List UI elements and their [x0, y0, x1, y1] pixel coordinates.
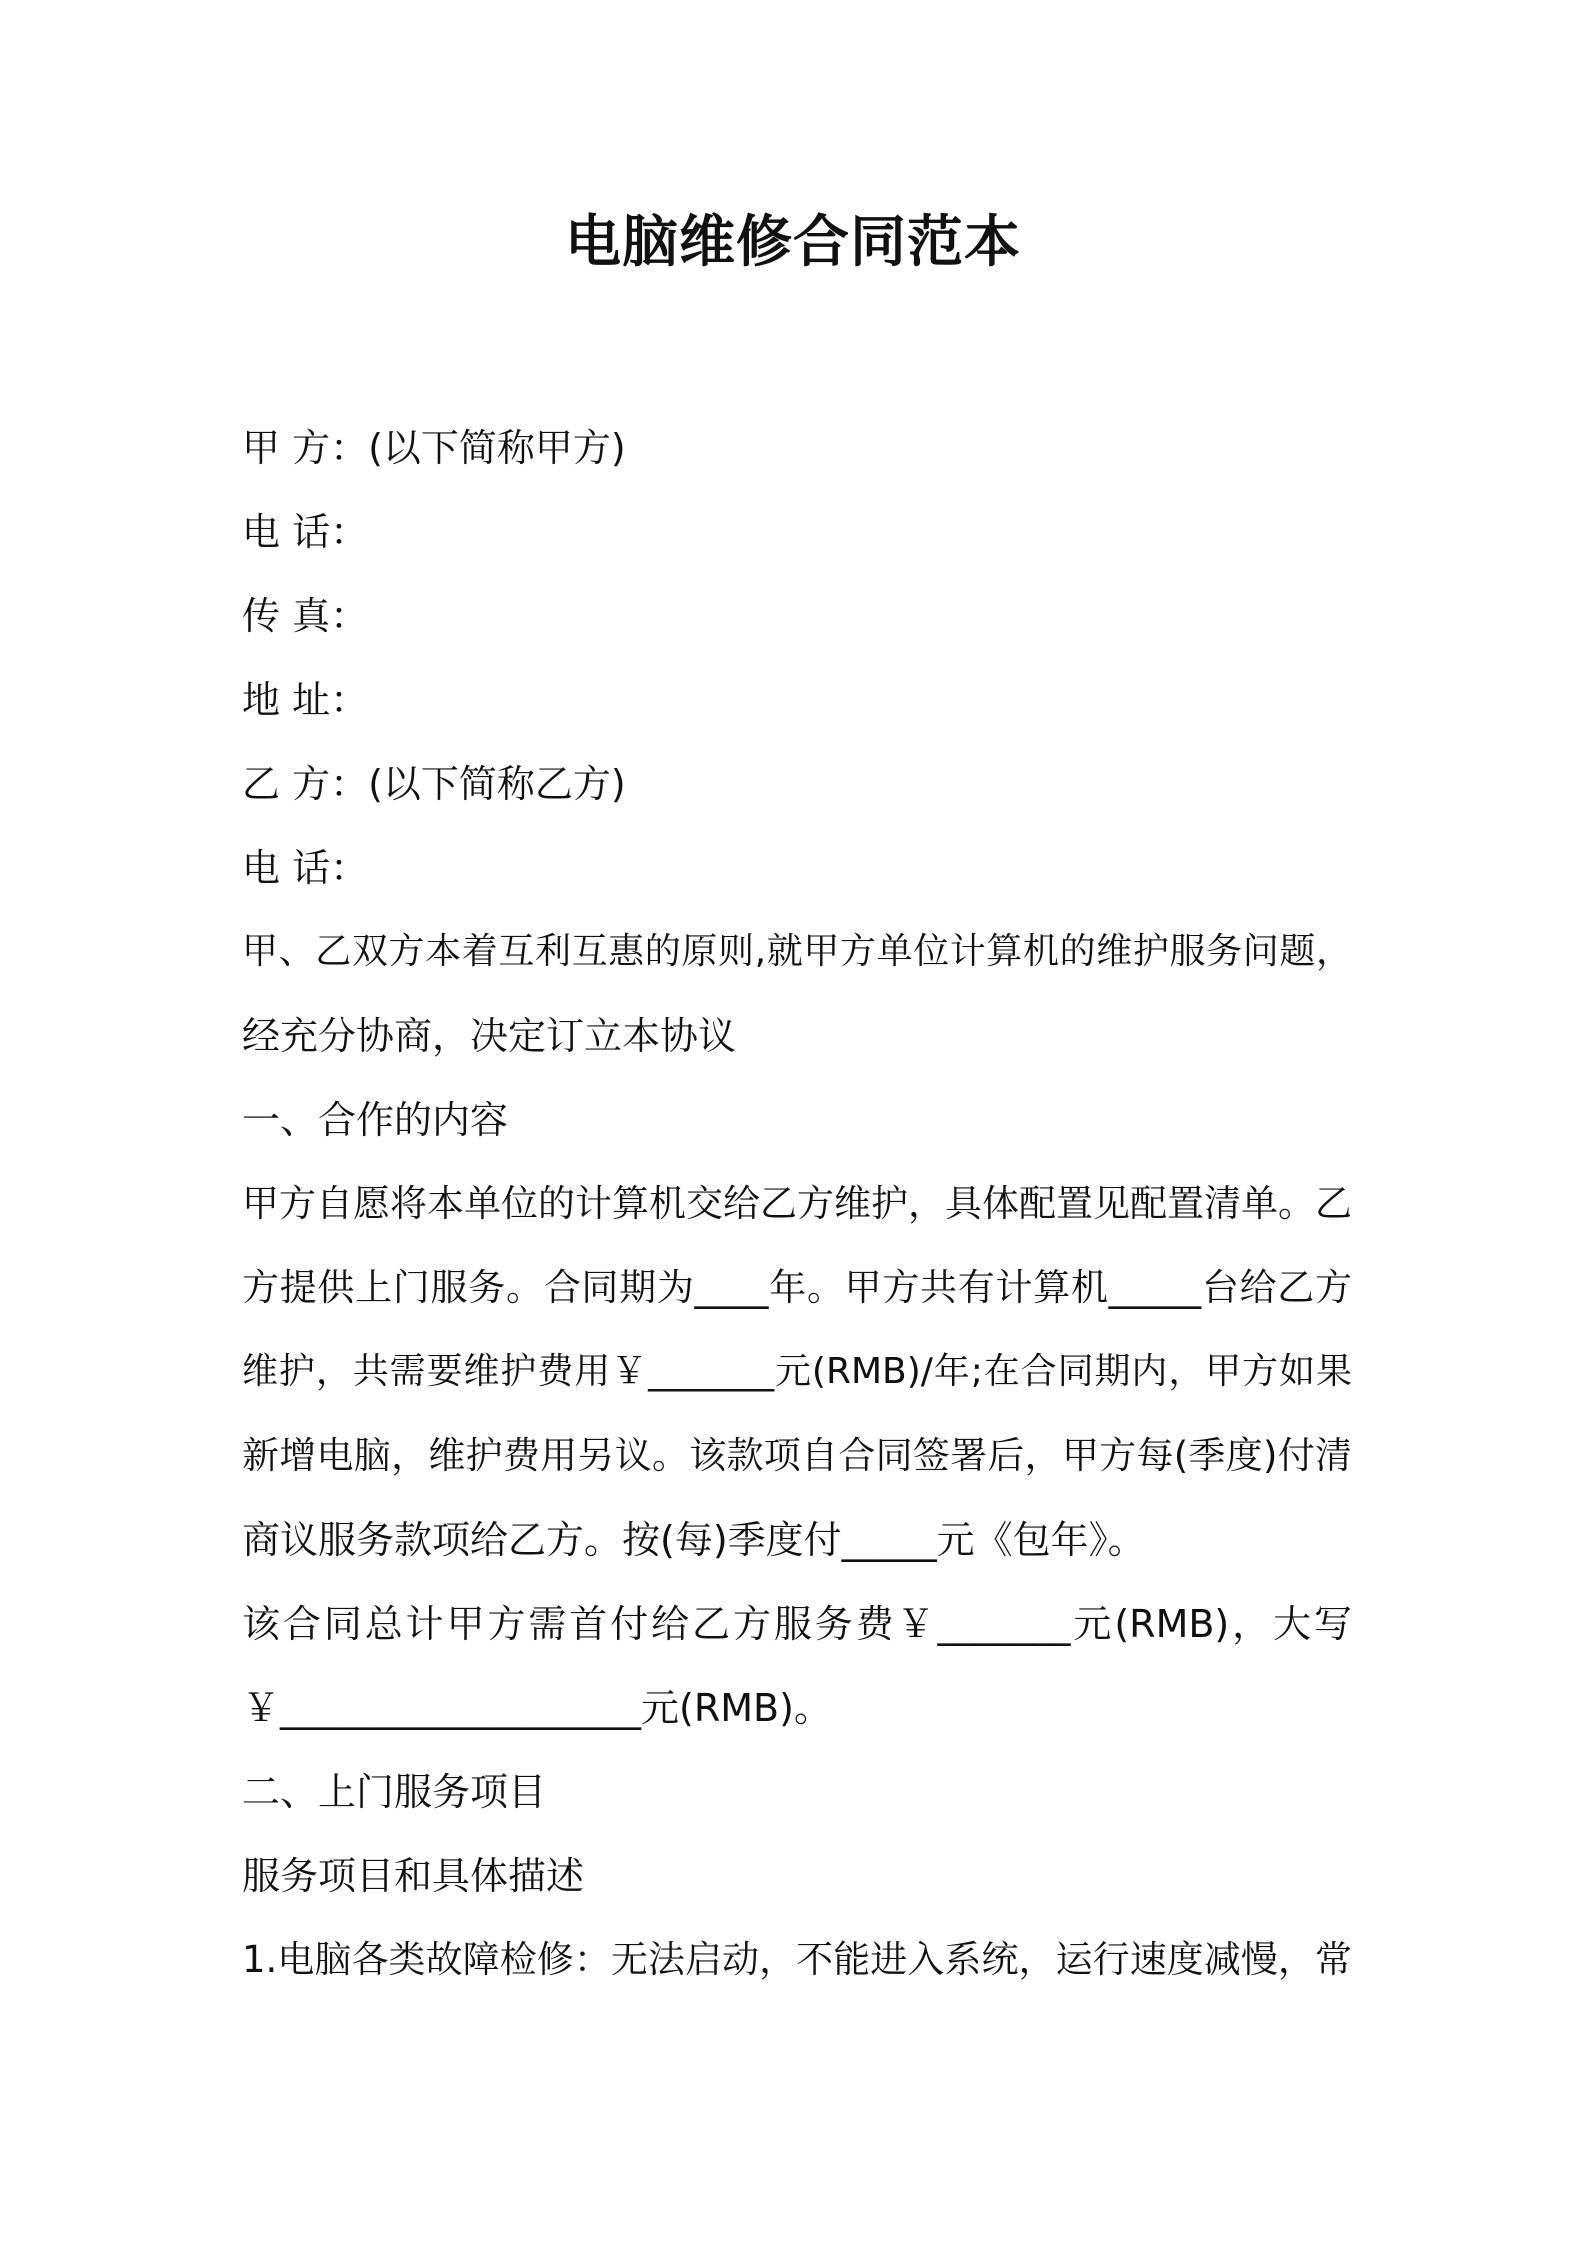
intro-paragraph-line: 甲、乙双方本着互利互惠的原则,就甲方单位计算机的维护服务问题，	[242, 931, 1352, 972]
cooperation-paragraph-line: 方提供上门服务。合同期为____年。甲方共有计算机_____台给乙方	[242, 1266, 1352, 1309]
total-fee-paragraph-line: 该合同总计甲方需首付给乙方服务费￥_______元(RMB)，大写	[242, 1602, 1352, 1646]
service-item-line: 1.电脑各类故障检修：无法启动，不能进入系统，运行速度减慢，常	[242, 1938, 1352, 1981]
document-title: 电脑维修合同范本	[565, 210, 1021, 275]
party-a-address-line: 地 址：	[242, 678, 369, 722]
party-a-fax-line: 传 真：	[242, 594, 369, 638]
cooperation-paragraph-line: 甲方自愿将本单位的计算机交给乙方维护，具体配置见配置清单。乙	[242, 1182, 1352, 1225]
document-body	[242, 406, 1352, 2002]
section-heading: 二、上门服务项目	[242, 1770, 547, 1814]
cooperation-paragraph-line: 维护，共需要维护费用￥_______元(RMB)/年;在合同期内，甲方如果	[242, 1351, 1352, 1392]
cooperation-paragraph-line: 商议服务款项给乙方。按(每)季度付_____元《包年》。	[242, 1518, 1146, 1562]
party-b-line: 乙 方：(以下简称乙方)	[242, 762, 626, 806]
intro-paragraph-line: 经充分协商，决定订立本协议	[242, 1014, 737, 1058]
party-a-phone-line: 电 话：	[242, 510, 369, 554]
total-fee-paragraph-line: ￥___________________元(RMB)。	[242, 1686, 832, 1730]
party-b-phone-line: 电 话：	[242, 846, 369, 890]
subsection-heading: 服务项目和具体描述	[242, 1854, 585, 1898]
section-heading: 一、合作的内容	[242, 1098, 509, 1142]
cooperation-paragraph-line: 新增电脑，维护费用另议。该款项自合同签署后，甲方每(季度)付清	[242, 1434, 1352, 1477]
party-a-line: 甲 方：(以下简称甲方)	[242, 426, 626, 470]
